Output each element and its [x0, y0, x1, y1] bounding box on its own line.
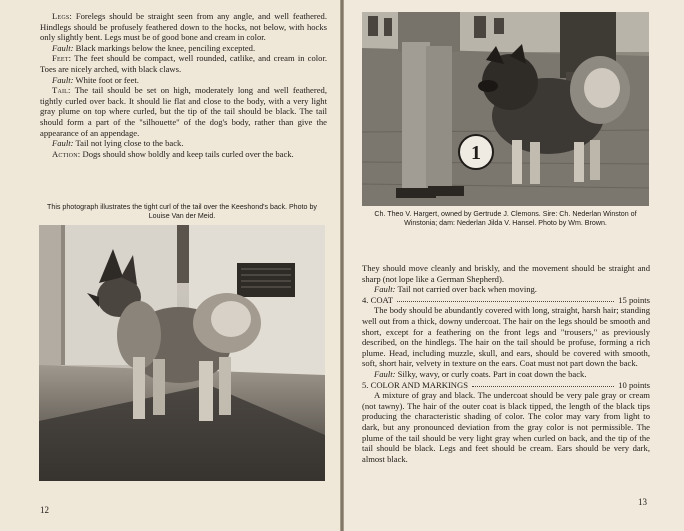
champion-keeshond-photo [362, 12, 649, 206]
tail-fault-label: Fault: [52, 138, 74, 149]
movement-fault-text: Tail not carried over back when moving. [397, 284, 537, 295]
movement-text: They should move cleanly and briskly, and the movement should be straight and sharp (not lope like a German Shepherd). [362, 263, 650, 284]
show-dog-image [362, 12, 649, 206]
coat-points: 15 points [618, 294, 650, 305]
legs-text: Forelegs should be straight seen from any angle, and well feathered. Hindlegs should be profusely feathered down to the hocks, not below, with hocks only slightly bent. Legs must be of good bone and cream in color. [40, 11, 328, 43]
left-photo-caption: This photograph illustrates the tight curl of the tail over the Keeshond's back. Photo by Louise Van der Meid. [47, 203, 317, 220]
legs-heading: Legs: [52, 11, 72, 21]
tail-heading: Tail: [52, 85, 71, 96]
coat-fault-text: Silky, wavy, or curly coats. Part in coat down the back. [397, 368, 587, 379]
color-text: A mixture of gray and black. The undercoat should be very pale gray or cream (not tawny). The hair of the outer coat is black tipped, the length of the black tips producing the characteristic shading of color. The color may vary from light to dark, but any pronounced deviation from the gray color is not permissible. The plume of the tail should be very light gray when curled on back, and the tip of the tail should be black. Legs and feet should be cream. Ears should be very dark, almost black. [362, 390, 650, 464]
right-photo-caption: Ch. Theo V. Hargert, owned by Gertrude J. Clemons. Sire: Ch. Nederlan Winston of Winstonia; dam: Nederlan Jilda V. Hansel. Photo by Wm. Brown. [374, 210, 637, 227]
color-points: 10 points [618, 379, 650, 390]
movement-fault-label: Fault: [374, 284, 396, 295]
legs-fault-label: Fault: [52, 42, 74, 53]
coat-text: The body should be abundantly covered with long, straight, harsh hair; standing well out from a thick, downy undercoat. The hair on the legs should be smooth and short, except for a feathering on the front legs and "trousers," as previously described, on the hindlegs. The hair on the tail should be profuse, forming a rich plume. Head, including muzzle, skull, and ears, should be covered with smooth, soft, short hair, velvety in texture on the ears. Coat must not part down the back. [362, 305, 650, 369]
color-leader-dots [472, 380, 614, 388]
action-text: Dogs should show boldly and keep tails curled over the back. [82, 148, 294, 159]
coat-leader-dots [397, 295, 614, 303]
legs-fault-text: Black markings below the knee, penciling excepted. [75, 42, 256, 53]
feet-fault-text: White foot or feet. [75, 74, 139, 85]
tail-text: The tail should be set on high, moderately long and well feathered, tightly curled over back. It should lie flat and close to the body, with a very light gray plume on top where curled, but the tip of the tail should be black. The tail should form a part of the "silhouette" of the dog's body, rather than give the appearance of an appendage. [40, 85, 327, 138]
page-number-left: 12 [40, 505, 49, 515]
color-heading: 5. COLOR AND MARKINGS [362, 379, 468, 390]
standard-text-right [362, 263, 650, 464]
keeshond-standing-image [39, 225, 325, 481]
feet-text: The feet should be compact, well rounded, catlike, and cream in color. Toes are nicely arched, with black claws. [40, 53, 328, 74]
keeshond-tail-photo [39, 225, 325, 481]
feet-heading: Feet: [52, 53, 72, 64]
tail-fault-text: Tail not lying close to the back. [75, 138, 184, 149]
left-page [0, 0, 340, 531]
page-number-right: 13 [638, 497, 647, 507]
coat-fault-label: Fault: [374, 368, 396, 379]
coat-heading: 4. COAT [362, 294, 394, 305]
action-heading: Action: [52, 148, 81, 159]
standard-text-left [40, 11, 327, 159]
right-page [344, 0, 684, 531]
feet-fault-label: Fault: [52, 74, 74, 85]
badge-number: 1 [471, 142, 481, 164]
